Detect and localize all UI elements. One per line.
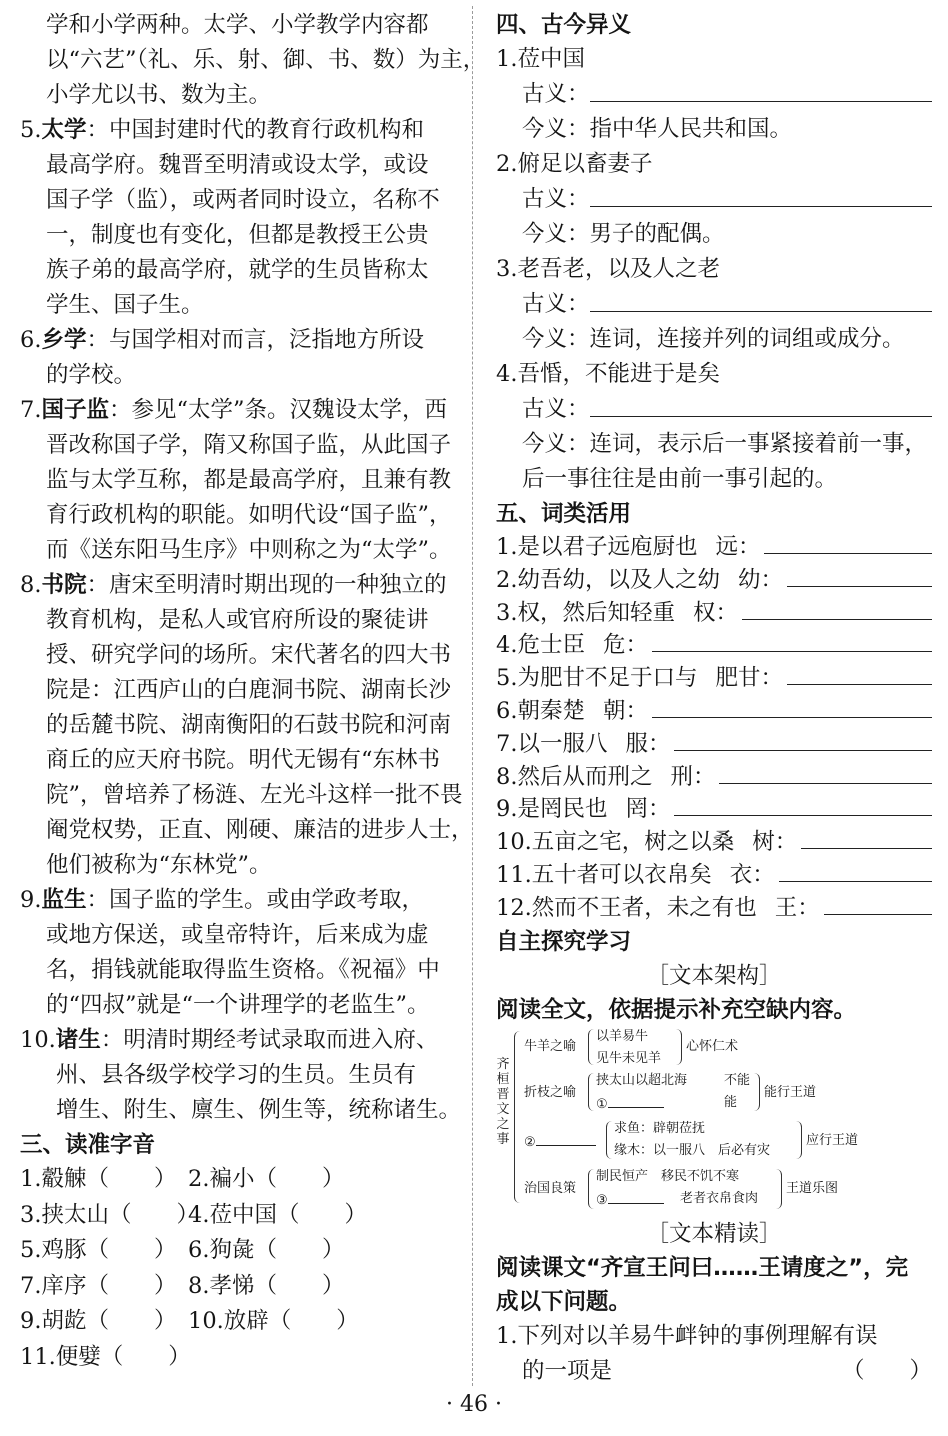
vocab-word: 朝： xyxy=(602,697,648,724)
term-line: 名，捐钱就能取得监生资格。《祝福》中 xyxy=(46,957,440,983)
section-4-title: 四、古今异义 xyxy=(496,12,632,38)
left-column xyxy=(20,8,486,1375)
framework-node: 能 xyxy=(724,1094,738,1110)
term-line: 教育机构，是私人或官府所设的聚徒讲 xyxy=(46,607,429,633)
framework-node xyxy=(596,1191,664,1208)
framework-node: 应行王道 xyxy=(806,1132,859,1148)
answer-blank[interactable] xyxy=(652,629,932,652)
framework-root: 齐桓晋文之事 xyxy=(496,1056,510,1147)
term-line: 学生、国子生。 xyxy=(46,292,204,318)
term-line: 他们被称为“东林党”。 xyxy=(46,852,272,878)
term-line: 的岳麓书院、湖南衡阳的石鼓书院和河南 xyxy=(46,712,452,738)
ancient-label: 古义： xyxy=(522,291,590,317)
blank-3: ③ xyxy=(596,1192,608,1208)
brace xyxy=(588,1169,594,1209)
vocab-item xyxy=(496,761,932,794)
vocab-list xyxy=(496,531,932,925)
pronunciation-row xyxy=(20,1304,460,1340)
reading-instruction: 阅读课文“齐宣王问曰……王请度之”，完 xyxy=(496,1254,909,1281)
ancient-meaning-row xyxy=(496,182,932,217)
vocab-item xyxy=(496,859,932,892)
term-line: 授、研究学问的场所。宋代著名的四大书 xyxy=(46,642,452,668)
answer-blank[interactable] xyxy=(652,695,932,718)
vocab-item xyxy=(496,629,932,662)
term-line: 增生、附生、廪生、例生等，统称诸生。 xyxy=(56,1097,462,1123)
brace xyxy=(754,1073,760,1111)
framework-node: 见牛未见羊 xyxy=(596,1050,662,1066)
vocab-word: 远： xyxy=(715,534,761,560)
brace xyxy=(606,1121,612,1159)
blank-line[interactable] xyxy=(536,1133,596,1146)
question-1-line-2 xyxy=(496,1354,932,1389)
vocab-word: 幼： xyxy=(737,566,783,593)
brace xyxy=(588,1029,594,1065)
term-line: 一，制度也有变化，但都是教授王公贵 xyxy=(46,222,429,248)
pronunciation-list xyxy=(20,1162,460,1375)
term-line: 院是：江西庐山的白鹿洞书院、湖南长沙 xyxy=(46,677,452,703)
term-number: 8. xyxy=(20,572,42,598)
vocab-sentence: 4.危士臣 xyxy=(496,632,585,659)
pronunciation-item[interactable]: 1.觳觫（ ） xyxy=(20,1166,177,1192)
term-line: 院”，曾培养了杨涟、左光斗这样一批不畏 xyxy=(46,782,463,808)
framework-node: 挟太山以超北海 xyxy=(596,1072,688,1088)
framework-node: 牛羊之喻 xyxy=(524,1038,577,1054)
reading-instruction: 成以下问题。 xyxy=(496,1288,632,1315)
root-brace xyxy=(514,1031,521,1203)
meaning-item: 4.吾惛，不能进于是矣 xyxy=(496,361,720,387)
answer-blank[interactable] xyxy=(779,859,932,882)
pronunciation-item[interactable]: 11.便嬖（ ） xyxy=(20,1343,191,1370)
intro-line: 小学尤以书、数为主。 xyxy=(46,82,272,108)
answer-blank[interactable] xyxy=(787,564,932,587)
term-number: 5. xyxy=(20,117,42,143)
vocab-item xyxy=(496,892,932,925)
answer-blank[interactable] xyxy=(674,728,932,751)
pronunciation-row xyxy=(20,1233,460,1269)
vocab-sentence: 5.为肥甘不足于口与 xyxy=(496,665,698,692)
brace xyxy=(588,1073,594,1111)
ancient-meaning-row xyxy=(496,77,932,112)
term-line xyxy=(20,883,460,918)
modern-meaning: 后一事往往是由前一事引起的。 xyxy=(522,466,838,492)
term-line: 族子弟的最高学府，就学的生员皆称太 xyxy=(46,257,429,283)
blank-line[interactable] xyxy=(608,1095,664,1108)
answer-blank[interactable] xyxy=(719,761,932,784)
term-number: 10. xyxy=(20,1027,56,1053)
framework-node: 老者衣帛食肉 xyxy=(680,1190,759,1206)
framework-node: 王道乐图 xyxy=(786,1180,839,1196)
pronunciation-item[interactable]: 7.庠序（ ） xyxy=(20,1272,177,1299)
vocab-word: 衣： xyxy=(729,861,775,888)
term-name: 诸生 xyxy=(55,1027,101,1053)
vocab-sentence: 3.权，然后知轻重 xyxy=(496,599,675,626)
vocab-sentence: 11.五十者可以衣帛矣 xyxy=(496,861,712,888)
intro-line: 以“六艺”（礼、乐、射、御、书、数）为主， xyxy=(46,47,486,73)
section-5-title: 五、词类活用 xyxy=(496,501,632,527)
meanings-list xyxy=(496,42,932,497)
meaning-item: 2.俯足以畜妻子 xyxy=(496,151,653,177)
term-line: 阉党权势，正直、刚硬、廉洁的进步人士， xyxy=(46,817,474,843)
pronunciation-row xyxy=(20,1269,460,1305)
framework-node: 不能 xyxy=(724,1072,751,1088)
modern-meaning: 今义：男子的配偶。 xyxy=(522,221,725,247)
pronunciation-item[interactable]: 8.孝悌（ ） xyxy=(188,1272,345,1299)
term-number: 7. xyxy=(20,397,42,423)
term-name: 太学 xyxy=(41,117,87,143)
framework-node: 能行王道 xyxy=(764,1084,817,1100)
question-text: 的一项是 xyxy=(522,1357,613,1384)
ancient-label: 古义： xyxy=(522,81,590,107)
vocab-item xyxy=(496,597,932,630)
vocab-word: 王： xyxy=(774,894,820,921)
vocab-word: 危： xyxy=(602,632,648,659)
pronunciation-item[interactable]: 5.鸡豚（ ） xyxy=(20,1237,177,1263)
modern-meaning: 今义：指中华人民共和国。 xyxy=(522,116,793,142)
framework-node: 心怀仁术 xyxy=(686,1038,739,1054)
vocab-item xyxy=(496,793,932,826)
pronunciation-row xyxy=(20,1340,460,1376)
term-number: 9. xyxy=(20,887,42,913)
term-line: 的“四叔”就是“一个讲理学的老监生”。 xyxy=(46,992,430,1018)
term-number: 6. xyxy=(20,327,42,353)
vocab-word: 刑： xyxy=(670,763,716,790)
pronunciation-item[interactable]: 4.莅中国（ ） xyxy=(188,1201,367,1228)
meaning-item: 1.莅中国 xyxy=(496,46,585,72)
term-line: 或地方保送，或皇帝特许，后来成为虚 xyxy=(46,922,429,948)
vocab-sentence: 12.然而不王者，未之有也 xyxy=(496,894,757,921)
term-line: 育行政机构的职能。如明代设“国子监”， xyxy=(46,502,452,528)
intro-line: 学和小学两种。太学、小学教学内容都 xyxy=(46,12,429,38)
answer-blank[interactable] xyxy=(590,287,932,312)
answer-blank[interactable] xyxy=(824,892,932,915)
vocab-item xyxy=(496,826,932,859)
pronunciation-row xyxy=(20,1198,460,1234)
term-line xyxy=(20,323,460,358)
blank-2: ② xyxy=(524,1134,536,1150)
brace xyxy=(796,1121,802,1159)
vocab-word: 树： xyxy=(752,829,798,856)
term-line: 晋改称国子学，隋又称国子监，从此国子 xyxy=(46,432,452,458)
framework-node: 求鱼：辟朝莅抚 xyxy=(614,1120,706,1136)
answer-blank[interactable] xyxy=(590,182,932,207)
ancient-label: 古义： xyxy=(522,186,590,212)
pronunciation-row xyxy=(20,1162,460,1198)
ancient-meaning-row xyxy=(496,287,932,322)
term-line: 监与太学互称，都是最高学府，且兼有教 xyxy=(46,467,452,493)
term-definition: ：国子监的学生。或由学政考取， xyxy=(86,887,424,913)
vocab-word: 肥甘： xyxy=(715,665,783,692)
vocab-sentence: 6.朝秦楚 xyxy=(496,697,585,724)
page-number: · 46 · xyxy=(446,1392,502,1417)
column-divider xyxy=(472,6,473,1386)
answer-blank[interactable] xyxy=(787,662,932,685)
ancient-label: 古义： xyxy=(522,396,590,422)
vocab-word: 罔： xyxy=(625,796,671,823)
vocab-sentence: 8.然后从而刑之 xyxy=(496,763,653,790)
vocab-sentence: 9.是罔民也 xyxy=(496,796,608,823)
brace xyxy=(776,1169,782,1209)
answer-blank[interactable] xyxy=(764,531,932,554)
framework-node xyxy=(596,1095,664,1112)
framework-node: 制民恒产 移民不饥不寒 xyxy=(596,1168,740,1184)
term-definition: ：中国封建时代的教育行政机构和 xyxy=(86,117,424,143)
framework-node xyxy=(524,1133,596,1150)
meaning-item: 3.老吾老，以及人之老 xyxy=(496,256,720,282)
vocab-word: 服： xyxy=(625,730,671,757)
term-name: 监生 xyxy=(41,887,87,913)
vocab-sentence: 2.幼吾幼，以及人之幼 xyxy=(496,566,720,593)
pronunciation-item[interactable]: 10.放辟（ ） xyxy=(188,1308,359,1334)
answer-blank[interactable] xyxy=(674,793,932,816)
term-line: 而《送东阳马生序》中则称之为“太学”。 xyxy=(46,537,452,563)
pronunciation-item[interactable]: 6.狗彘（ ） xyxy=(188,1237,345,1263)
vocab-item xyxy=(496,662,932,695)
section-3-title: 三、读准字音 xyxy=(20,1132,156,1158)
term-line: 商丘的应天府书院。明代无锡有“东林书 xyxy=(46,747,441,773)
vocab-sentence: 1.是以君子远庖厨也 xyxy=(496,534,698,560)
framework-node: 以羊易牛 xyxy=(596,1028,649,1044)
framework-heading: ［文本架构］ xyxy=(646,962,782,989)
term-definition: ：明清时期经考试录取而进入府、 xyxy=(100,1027,439,1053)
reading-heading: ［文本精读］ xyxy=(646,1220,782,1247)
term-definition: ：与国学相对而言，泛指地方所设 xyxy=(86,327,424,353)
vocab-sentence: 7.以一服八 xyxy=(496,730,608,757)
vocab-item xyxy=(496,531,932,564)
modern-meaning: 今义：连词，连接并列的词组或成分。 xyxy=(522,326,905,352)
framework-instruction: 阅读全文，依据提示补充空缺内容。 xyxy=(496,996,857,1023)
right-column xyxy=(496,8,932,1389)
answer-blank[interactable] xyxy=(742,597,932,620)
term-line: 国子学（监），或两者同时设立，名称不 xyxy=(46,187,440,213)
brace xyxy=(676,1029,682,1065)
self-study-title: 自主探究学习 xyxy=(496,928,632,955)
text-framework-diagram xyxy=(496,1027,932,1217)
term-list xyxy=(20,113,474,1128)
vocab-word: 权： xyxy=(692,599,738,626)
term-line xyxy=(20,1023,460,1058)
framework-node: 折枝之喻 xyxy=(524,1084,577,1100)
answer-bracket[interactable]: （ ） xyxy=(841,1357,932,1384)
term-line: 州、县各级学校学习的生员。生员有 xyxy=(56,1062,417,1088)
ancient-meaning-row xyxy=(496,392,932,427)
answer-blank[interactable] xyxy=(590,392,932,417)
pronunciation-item[interactable]: 3.挟太山（ ） xyxy=(20,1201,199,1228)
term-line xyxy=(20,568,460,603)
vocab-sentence: 10.五亩之宅，树之以桑 xyxy=(496,829,735,856)
term-line: 的学校。 xyxy=(46,362,137,388)
question-1: 1.下列对以羊易牛衅钟的事例理解有误 xyxy=(496,1322,878,1349)
term-name: 书院 xyxy=(41,572,87,598)
answer-blank[interactable] xyxy=(590,77,932,102)
term-line xyxy=(20,113,460,148)
term-name: 乡学 xyxy=(41,327,87,353)
term-name: 国子监 xyxy=(41,397,109,423)
term-definition: ：唐宋至明清时期出现的一种独立的 xyxy=(86,572,447,598)
framework-node: 治国良策 xyxy=(524,1180,577,1196)
pronunciation-item[interactable]: 9.胡龁（ ） xyxy=(20,1308,177,1334)
term-line xyxy=(20,393,460,428)
vocab-item xyxy=(496,564,932,597)
term-line: 最高学府。魏晋至明清或设太学，或设 xyxy=(46,152,429,178)
vocab-item xyxy=(496,695,932,728)
answer-blank[interactable] xyxy=(801,826,932,849)
term-definition: ：参见“太学”条。汉魏设太学，西 xyxy=(108,397,447,423)
framework-node: 缘木：以一服八 后必有灾 xyxy=(614,1142,771,1158)
modern-meaning: 今义：连词，表示后一事紧接着前一事， xyxy=(522,431,928,457)
pronunciation-item[interactable]: 2.褊小（ ） xyxy=(188,1166,345,1192)
vocab-item xyxy=(496,728,932,761)
blank-1: ① xyxy=(596,1096,608,1112)
blank-line[interactable] xyxy=(608,1191,664,1204)
